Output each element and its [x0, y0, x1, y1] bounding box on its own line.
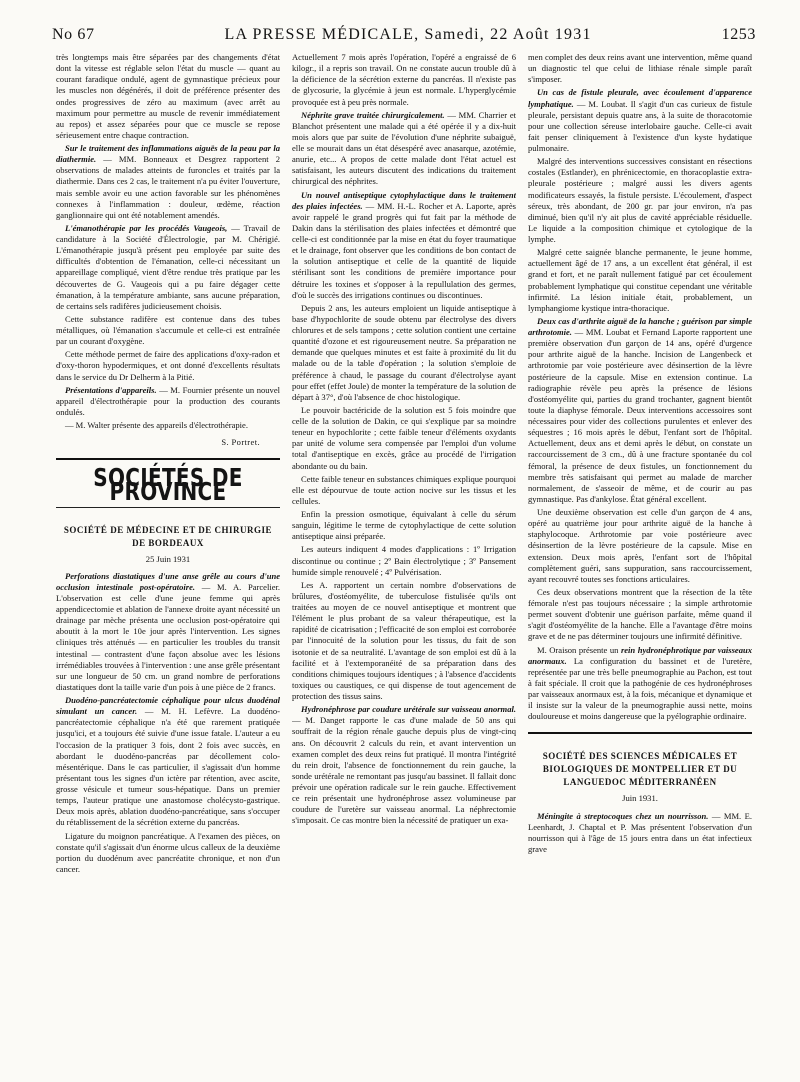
paragraph: Malgré cette saignée blanche permanente, le jeune homme, actuellement âgé de 17 ans, a un excellent état général, il est grand et fort, et ne paraît nullement fatigué par cet écoulement probablement lymphatique qui constitue cependant une véritable infirmité. La lésion initiale était, probablement, un lymphangiome kystique intra-thoracique.: [528, 247, 752, 313]
society-date: Juin 1931.: [622, 793, 658, 804]
article-body: — M. Danget rapporte le cas d'une malade de 50 ans qui souffrait de la région rénale gauche depuis plus de vingt-cinq ans. On découvrit 2 calculs du rein, et avant intervention un examen complet des deux reins fut pratiqué. Il montra l'intégrité du rein droit, l'absence de fonctionnement du rein gauche, la sonde urétérale ne remontant pas jusqu'au bassinet. Il fallait donc prévoir une opération radicale sur le rein gauche. Effectivement ce rein présentait une hydronéphrose assez volumineuse par coudure de l'uretère sur vaisseau anormal. La néphrectomie s'imposait. Ce cas montre bien la nécessité de pratiquer un exa-: [292, 715, 516, 826]
article-entry: [528, 811, 752, 856]
paragraph: Les A. rapportent un certain nombre d'observations de brûlures, d'ostéomyélite, de tuberculose fistulisée qu'ils ont traitées au moyen de ce nouvel antiseptique et montrent que l'élément le plus probant de sa valeur thérapeutique, est la rapidité de cicatrisation ; l'efficacité de son emploi est corroborée par l'innocuité de la solution pour les tissus, du fait de son isotonie et de sa neutralité. L'avantage de son emploi est dû à la facilité et à l'extemporanéité de sa préparation dans des conditions chimiques toujours identiques ; à l'absence d'accidents toxiques ou caustiques, ce qui dispense de tout agencement de protection des tissus sains.: [292, 579, 516, 701]
section-divider: [56, 458, 280, 460]
issue-number: No 67: [52, 26, 95, 43]
article-title: rein hydronéphrotique par vaisseaux anormaux.: [528, 644, 752, 666]
article-title: Sur le traitement des inflammations aiguës de la peau par la diathermie.: [56, 143, 280, 165]
column-left: [56, 52, 280, 1068]
paragraph: Depuis 2 ans, les auteurs emploient un liquide antiseptique à base d'hypochlorite de soude obtenu par électrolyse des divers chlorures et de sels tampons ; cette solution contient une certaine quantité d'ozone et est rigoureusement neutre. Sa préparation ne demande que quelques minutes et est faite à proximité du lit du malade ou de la table d'opération ; la solution s'emploie de préférence à chaud, le passage du courant d'électrolyse ayant pour effet (effet Joule) de monter la température de la solution de départ à 37°, d'où l'absence de choc histologique.: [292, 302, 516, 402]
article-body: — MM. E. Leenhardt, J. Chaptal et P. Mas présentent l'observation d'un nourrisson qui à l'âge de 15 jours entra dans un état infectieux grave: [528, 810, 752, 854]
paragraph: Cette faible teneur en substances chimiques explique pourquoi elle est dépourvue de toute action nocive sur les tissus et les cellules.: [292, 473, 516, 506]
section-divider: [528, 732, 752, 734]
page-number: 1253: [721, 26, 756, 43]
article-entry: [292, 190, 516, 301]
article-body: — Travail de candidature à la Société d'Électrologie, par M. Chérigié. L'émanothérapie jusqu'à présent peu employée par suite des difficultés d'obtention de l'émanation, celle-ci nécessitant un appareillage compliqué, vient d'être rendue très pratique par les découvertes de G. Vaugeois qui a pu faire dégager cette émanation, à la température ambiante, sans aucune préparation, de certains sels radifères judicieusement choisis.: [56, 222, 280, 311]
article-title: Un cas de fistule pleurale, avec écoulement d'apparence lymphatique.: [528, 87, 752, 109]
society-title: SOCIÉTÉ DE MÉDECINE ET DE CHIRURGIE DE BORDEAUX: [63, 524, 273, 548]
paragraph: Enfin la pression osmotique, équivalant à celle du sérum sanguin, légitime le terme de cytophylactique de cette solution antiseptique ainsi préparée.: [292, 509, 516, 542]
article-entry: [528, 645, 752, 723]
paragraph: Cette substance radifère est contenue dans des tubes métalliques, où l'émanation s'accumule et celle-ci est entraînée par un courant d'oxygène.: [56, 313, 280, 347]
article-title: Méningite à streptocoques chez un nourrisson.: [537, 810, 709, 821]
article-body: La configuration du bassinet et de l'uretère, représentée par une très belle pneumographie au Pachon, est tout à fait spéciale. Il croit que la pathogénie de ces hydronéphroses par vaisseaux anormaux est, à la fois, mécanique et dynamique et il insiste sur la valeur de la pneumographie aussi nette, moins douloureuse et moins dangereuse que la pyélographie ordinaire.: [528, 655, 752, 722]
paragraph: Ligature du moignon pancréatique. A l'examen des pièces, on constate qu'il s'agissait d'un énorme ulcus calleux de la deuxième portion du duodénum avec pancréatite chronique, et non d'un cancer.: [56, 830, 280, 874]
paragraph: très longtemps mais être séparées par des changements d'état dont la vitesse est réglable selon l'état du muscle — quant au courant faradique ondulé, agent de gymnastique précieux pour les muscles non dégénérés, il doit de préférence présenter des ondes progressives de zéro au maximum (avec arrêt au maximum pour permettre au muscle de revenir immédiatement au repos) et assez séparées pour que ce muscle se repose sérieusement entre chaque contraction.: [56, 52, 280, 140]
society-title: SOCIÉTÉ DES SCIENCES MÉDICALES ET BIOLOGIQUES DE MONTPELLIER ET DU LANGUEDOC MÉDITERRANÉEN: [542, 751, 738, 788]
article-body: M. Oraison présente un: [537, 644, 619, 655]
paragraph: Cette méthode permet de faire des applications d'oxy-radon et d'oxy-thoron hypodermiques, et ont donné d'excellents résultats dans le service du Dr Delherm à la Pitié.: [56, 349, 280, 382]
paragraph: Une deuxième observation est celle d'un garçon de 4 ans, opéré au quatrième jour pour arthrite aiguë de la hanche à staphylocoque. Arthrotomie par voie postérieure avec désinsertion de la lèvre postérieure de la capsule. Mise en extension. Deux mois après, l'enfant sort de l'hôpital complètement guéri, sans suppuration, sans raccourcissement, ayant recouvré toutes ses fonctions articulaires.: [528, 507, 752, 584]
article-title: Duodéno-pancréatectomie céphalique pour ulcus duodénal simulant un cancer.: [56, 695, 280, 717]
article-body: — M. Loubat. Il s'agit d'un cas curieux de fistule pleurale, persistant depuis quatre ans, à la suite de thoracotomie pour une collection séreuse interlobaire gauche. Celle-ci avait fait penser cliniquement à l'existence d'un kyste hydatique pulmonaire.: [528, 98, 752, 153]
paragraph: Malgré des interventions successives consistant en résections costales (Estlander), en phrénicectomie, en thoracoplastie extra-pleurale postérieure ; malgré aussi les divers agents modificateurs essayés, la fistule persiste. L'écoulement, d'aspect séreux, très abondant, de 200 gr. par jour environ, n'a pas diminué, bien qu'il n'y ait plus de cavité appréciable résiduelle. Le liquide a la composition chimique et cytologique de la lymphe.: [528, 156, 752, 244]
article-body: — MM. Loubat et Fernand Laporte rapportent une première observation d'un garçon de 14 ans, opéré d'urgence pour arthrite aiguë de la hanche. Incision de Langenbeck et arthrotomie par voie postérieure avec désinsertion de la lèvre postérieure de la capsule. Mise en extension continue. La radiographie révèle peu après la présence de lésions d'ostéomyélite qui, parties du grand trochanter, gagnent bientôt toute la diaphyse fémorale. Deux interventions accessoires sont nécessaires pour vider des collections purulentes et enlever des séquestres ; 16 mois après le début, l'enfant sort de l'hôpital. Actuellement, deux ans et demi après le début, on constate un raccourcissement de 3 cm., dû à une fracture spontanée du col fémoral, la présence de deux fistules, un fonctionnement du membre très satisfaisant qui permet au malade de marcher normalement, de s'asseoir de même, et de courir au pas gymnastique. Pas d'ankylose. État général excellent.: [528, 327, 752, 504]
article-body: — MM. Bonneaux et Desgrez rapportent 2 observations de malades atteints de furoncles et traités par la diathermie. Dans ces 2 cas, le traitement n'a pu éviter l'ouverture, mais semble avoir eu une action favorable sur les phénomènes connexes à l'inflammation : douleur, œdème, réaction ganglionnaire qui ont été notablement amendés.: [56, 154, 280, 220]
column-right: [528, 52, 752, 1068]
paragraph: Les auteurs indiquent 4 modes d'applications : 1º Irrigation discontinue ou continue ; 2º Bain électrolytique ; 3º Pansement humide simple renouvelé ; 4º Pulvérisation.: [292, 544, 516, 577]
article-title: Perforations diastatiques d'une anse grêle au cours d'une occlusion intestinale post-opératoire.: [56, 570, 280, 592]
article-title: Un nouvel antiseptique cytophylactique dans le traitement des plaies infectées.: [292, 189, 516, 211]
article-entry: [528, 316, 752, 505]
society-date: 25 Juin 1931: [145, 553, 191, 564]
paragraph: Actuellement 7 mois après l'opération, l'opéré a engraissé de 6 kilogr., il a repris son travail. On ne constate aucun trouble dû à la déficience de la sécrétion externe du pancréas. Il n'existe pas de glycosurie, la glycémie à jeun est normale. L'hyperglycémie provoquée est à peu près normale.: [292, 52, 516, 107]
article-entry: [56, 143, 280, 221]
signature: S. Portret.: [221, 437, 260, 448]
journal-title-date: LA PRESSE MÉDICALE, Samedi, 22 Août 1931: [224, 26, 592, 43]
article-entry: [56, 385, 280, 418]
article-entry: [292, 110, 516, 188]
article-entry: [528, 87, 752, 154]
article-title: Deux cas d'arthrite aiguë de la hanche ; guérison par simple arthrotomie.: [528, 315, 752, 337]
paragraph: Le pouvoir bactéricide de la solution est 5 fois moindre que celle de la solution de Dakin, ce qui s'explique par sa moindre teneur en hypochlorite ; cette faible teneur d'éléments oxydants par unité de volume sera compensée par l'emploi d'un volume total d'antiseptique en excès, grâce au procédé de l'irrigation abondante ou du bain.: [292, 404, 516, 471]
paragraph: Ces deux observations montrent que la résection de la tête fémorale n'est pas toujours nécessaire ; la simple arthrotomie permet souvent d'obtenir une guérison parfaite, même quand il s'agit d'ostéomyélite de la hanche. Elle a l'avantage d'être moins grave et de ne pas déterminer toujours une infirmité définitive.: [528, 586, 752, 642]
article-body: — MM. H.-L. Rocher et A. Laporte, après avoir rappelé le grand progrès qui fut fait par la méthode de Dakin dans la stérilisation des plaies infectées et démontré que celle-ci est conditionnée par la mise en état du foyer traumatique et le drainage, font observer que les conditions de bon contact de la solution antiseptique et celle de la quantité de liquide stérilisant sont les conditions de première importance pour détruire les toxines et s'opposer à la repullulation des germes, d'où le succès des irrigations continues ou discontinues.: [292, 200, 516, 300]
column-middle: [292, 52, 516, 1068]
section-title: SOCIÉTÉS DE PROVINCE: [93, 462, 243, 507]
article-body: — M. Fournier présente un nouvel appareil d'électrothérapie pour la production des courants ondulés.: [56, 384, 280, 417]
running-header: [52, 26, 756, 44]
article-title: Néphrite grave traitée chirurgicalement.: [301, 109, 445, 120]
article-title: Présentations d'appareils.: [65, 384, 157, 395]
article-title: Hydronéphrose par coudure urétérale sur vaisseau anormal.: [301, 704, 516, 715]
section-divider: [56, 507, 280, 508]
article-entry: [292, 704, 516, 826]
article-title: L'émanothérapie par les procédés Vaugeois,: [65, 222, 228, 233]
article-body: — M. H. Lefèvre. La duodéno-pancréatectomie céphalique n'a été que rarement pratiquée jusqu'ici, et a toujours été suivie d'une issue fatale. L'auteur a eu l'occasion de la pratiquer 3 fois, dont 2 fois avec succès, en abordant le duodéno-pancréas par décollement colo-mésentérique. Dans le cas particulier, il s'agissait d'un homme présentant tous les signes d'un ictère par rétention, avec ascite, grosse vésicule et tumeur sous-hépatique. Dans un premier temps, l'auteur pratique une anastomose cholécysto-gastrique. Deux mois après, ablation duodéno-pancréatique, sans s'occuper du rétablissement de la sécrétion externe du pancréas.: [56, 706, 280, 828]
article-entry: [56, 571, 280, 693]
article-entry: [56, 223, 280, 312]
text-columns: [56, 52, 752, 1068]
paragraph: men complet des deux reins avant une intervention, même quand un diagnostic tel que celui de lithiase rénale simple paraît s'imposer.: [528, 52, 752, 85]
article-entry: [56, 695, 280, 829]
article-body: — M. A. Parcelier. L'observation est celle d'une jeune femme qui après appendicectomie et ablation de l'annexe droite ayant nécessité un drainage par mèche présenta une occlusion post-opératoire qui aboutit à la mort le 10e jour après l'intervention. Les signes cliniques très atténués — en particulier les troubles du transit intestinal — contrastent d'une façon absolue avec les lésions irrémédiables trouvées à l'intervention : une anse grêle présentant sur une longueur de 50 cm. un grand nombre de perforations diastatiques dont la taille varie d'un pois à une pièce de 2 francs.: [56, 581, 280, 692]
article-body: — MM. Charrier et Blanchot présentent une malade qui a été opérée il y a dix-huit mois alors que par suite de l'évolution d'une néphrite subaiguë, elle se mourait dans un état désespéré avec anasarque, azotémie, anurie, etc... A propos de cette malade dont l'état actuel est satisfaisant, les auteurs discutent des indications du traitement chirurgical des néphrites.: [292, 109, 516, 187]
paragraph: — M. Walter présente des appareils d'électrothérapie.: [65, 420, 248, 430]
